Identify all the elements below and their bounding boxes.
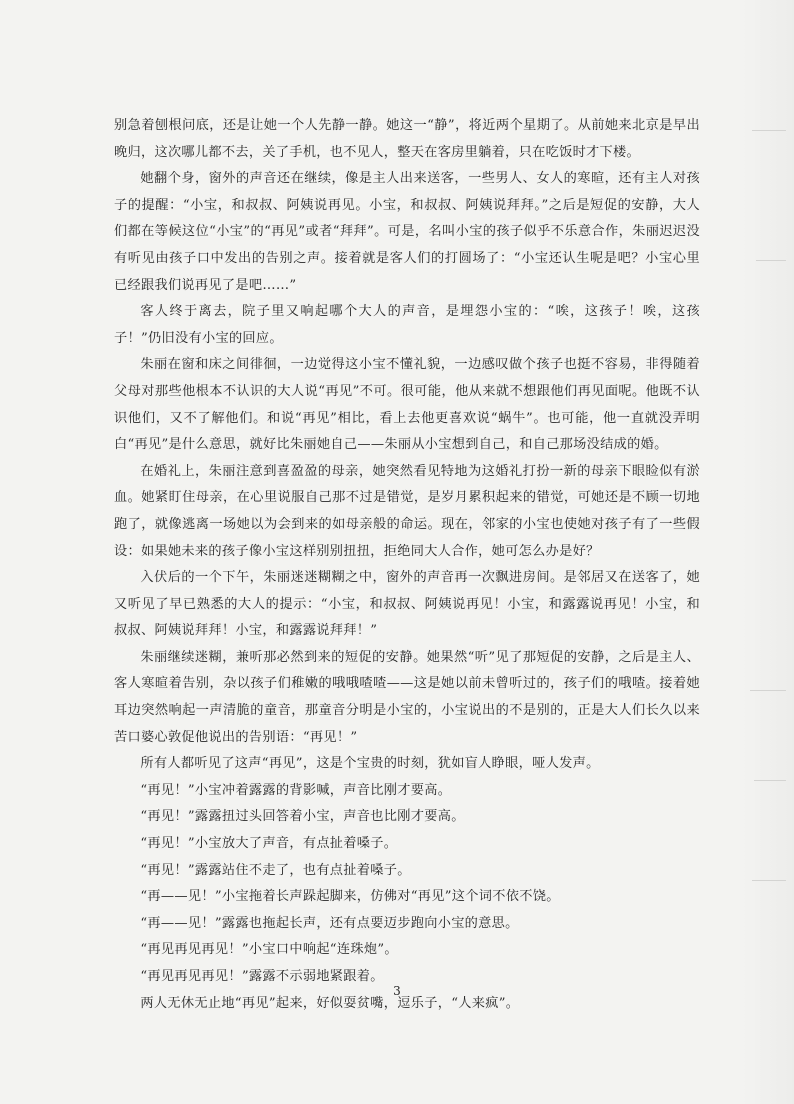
paragraph: 客人终于离去，院子里又响起哪个大人的声音，是埋怨小宝的：“唉，这孩子！唉，这孩子！”仍旧没有小宝的回应。 bbox=[114, 304, 700, 346]
page-number: 3 bbox=[393, 984, 401, 998]
paragraph: 所有人都听见了这声“再见”，这是个宝贵的时刻，犹如盲人睁眼，哑人发声。 bbox=[140, 756, 600, 772]
paragraph: 两人无休无止地“再见”起来，好似耍贫嘴，逗乐子，“人来疯”。 bbox=[140, 995, 520, 1011]
dialogue-line: “再见再见再见！”露露不示弱地紧跟着。 bbox=[140, 969, 384, 984]
dialogue-line: “再——见！”小宝拖着长声跺起脚来，仿佛对“再见”这个词不依不饶。 bbox=[140, 889, 560, 905]
dialogue-line: “再见！”露露扭过头回答着小宝，声音也比刚才要高。 bbox=[140, 809, 465, 825]
paragraph: 入伏后的一个下午，朱丽迷迷糊糊之中，窗外的声音再一次飘进房间。是邻居又在送客了，她又听见了早已熟悉的大人的提示：“小宝，和叔叔、阿姨说再见！小宝，和露露说再见！小宝，和叔叔、阿姨说拜拜！小宝，和露露说拜拜！” bbox=[114, 570, 700, 639]
paragraph: 朱丽继续迷糊，兼听那必然到来的短促的安静。她果然“听”见了那短促的安静，之后是主人、客人寒暄着告别，杂以孩子们稚嫩的哦哦喳喳——这是她以前未曾听过的，孩子们的哦喳。接着她耳边突然响起一声清脆的童音，那童音分明是小宝的，小宝说出的不是别的，正是大人们长久以来苦口婆心敦促他说出的告别语：“再见！” bbox=[114, 649, 700, 745]
paragraph: 别急着刨根问底，还是让她一个人先静一静。她这一“静”，将近两个星期了。从前她来北京是早出晚归，这次哪儿都不去，关了手机，也不见人，整天在客房里躺着，只在吃饭时才下楼。 bbox=[114, 118, 700, 160]
dialogue-line: “再——见！”露露也拖起长声，还有点要迈步跑向小宝的意思。 bbox=[140, 915, 519, 931]
dialogue-line: “再见再见再见！”小宝口中响起“连珠炮”。 bbox=[140, 942, 398, 958]
dialogue-line: “再见！”露露站住不走了，也有点扯着嗓子。 bbox=[140, 862, 411, 878]
dialogue-line: “再见！”小宝放大了声音，有点扯着嗓子。 bbox=[140, 836, 398, 852]
paragraph: 朱丽在窗和床之间徘徊，一边觉得这小宝不懂礼貌，一边感叹做个孩子也挺不容易，非得随着父母对那些他根本不认识的大人说“再见”不可。很可能，他从来就不想跟他们再见面呢。他既不认识他们，又不了解他们。和说“再见”相比，看上去他更喜欢说“蜗牛”。也可能，他一直就没弄明白“再见”是什么意思，就好比朱丽她自己——朱丽从小宝想到自己，和自己那场没结成的婚。 bbox=[114, 357, 700, 453]
dialogue-line: “再见！”小宝冲着露露的背影喊，声音比刚才要高。 bbox=[140, 782, 452, 798]
paragraph: 她翻个身，窗外的声音还在继续，像是主人出来送客，一些男人、女人的寒暄，还有主人对孩子的提醒：“小宝，和叔叔、阿姨说再见。小宝，和叔叔、阿姨说拜拜。”之后是短促的安静，大人们都在等候这位“小宝”的“再见”或者“拜拜”。可是，名叫小宝的孩子似乎不乐意合作，朱丽迟迟没有听见由孩子口中发出的告别之声。接着就是客人们的打圆场了：“小宝还认生呢是吧？小宝心里已经跟我们说再见了是吧……” bbox=[114, 171, 700, 293]
paragraph: 在婚礼上，朱丽注意到喜盈盈的母亲，她突然看见特地为这婚礼打扮一新的母亲下眼睑似有淤血。她紧盯住母亲，在心里说服自己那不过是错觉，是岁月累积起来的错觉，可她还是不顾一切地跑了，就像逃离一场她以为会到来的如母亲般的命运。现在，邻家的小宝也使她对孩子有了一些假设：如果她未来的孩子像小宝这样别别扭扭，拒绝同大人合作，她可怎么办是好？ bbox=[114, 463, 700, 559]
story-text bbox=[114, 113, 700, 1017]
scan-edge-shadow bbox=[742, 0, 794, 1104]
